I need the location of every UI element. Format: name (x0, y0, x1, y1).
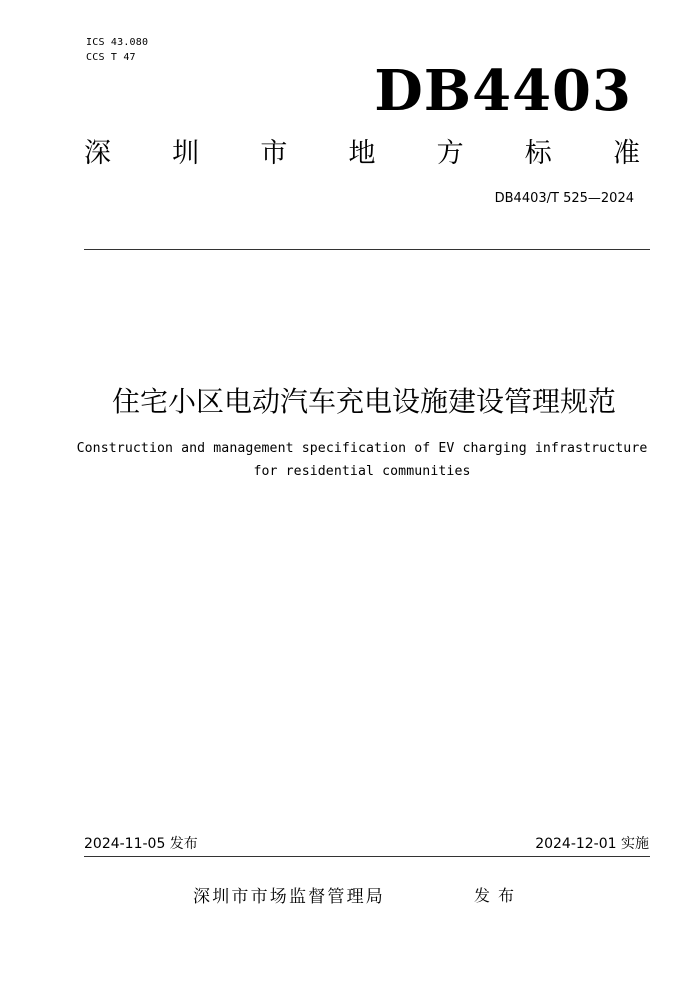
standard-type-char: 地 (348, 138, 376, 169)
standard-type-char: 标 (524, 138, 552, 169)
ics-code: ICS 43.080 (86, 37, 149, 48)
standard-type-heading (84, 138, 640, 170)
footer-divider (84, 856, 650, 857)
english-title-line: Construction and management specification of EV charging infrastructure (76, 441, 648, 456)
ccs-code: CCS T 47 (86, 52, 136, 63)
standard-type-char: 圳 (172, 138, 200, 169)
standard-type-char: 深 (84, 138, 111, 169)
standard-code-logo: DB4403 (374, 58, 632, 124)
standard-type-char: 市 (260, 138, 288, 169)
standard-type-char: 准 (612, 138, 640, 169)
classification-codes (86, 35, 148, 65)
implement-date: 2024-12-01 实施 (535, 836, 649, 852)
standard-number: DB4403/T 525—2024 (494, 191, 634, 206)
issuing-authority: 深圳市市场监督管理局 (193, 887, 385, 907)
document-title-chinese: 住宅小区电动汽车充电设施建设管理规范 (111, 385, 616, 418)
standard-type-char: 方 (436, 138, 464, 169)
english-title-line: for residential communities (253, 464, 471, 479)
issue-label: 发布 (474, 886, 523, 905)
header-divider (84, 249, 650, 250)
publish-date: 2024-11-05 发布 (84, 836, 198, 852)
document-title-english (0, 437, 700, 483)
